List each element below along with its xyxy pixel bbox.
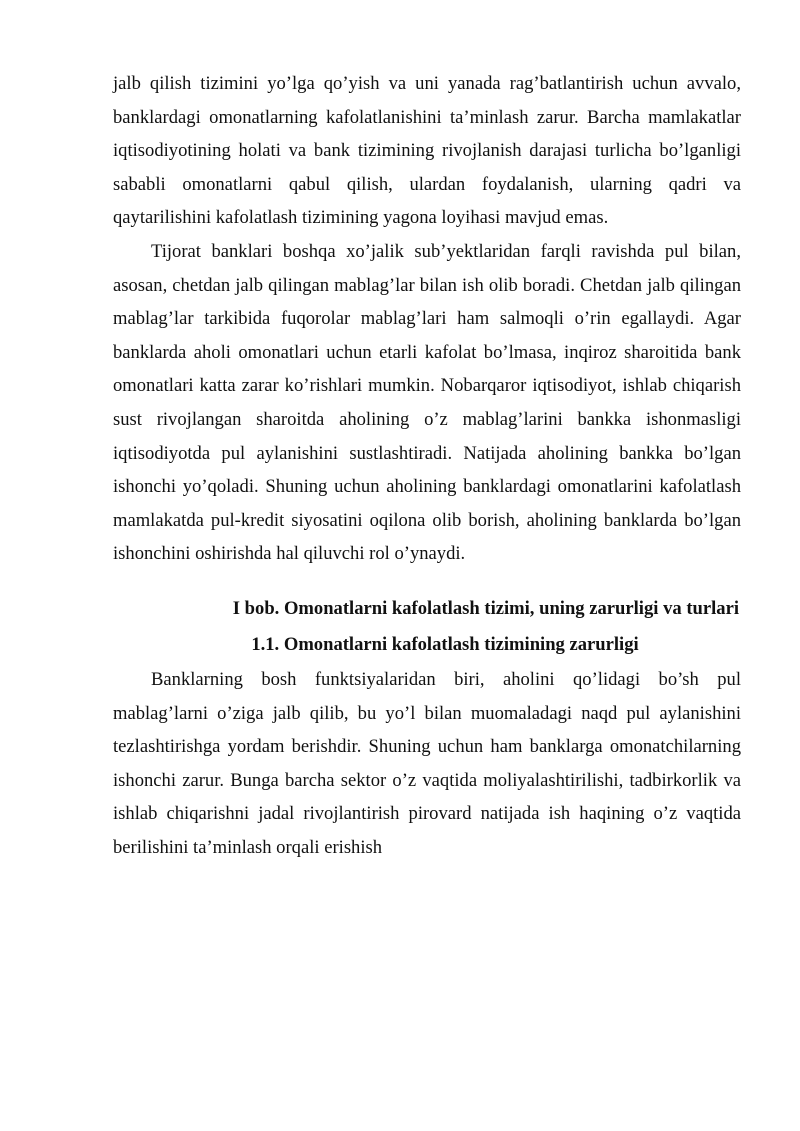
document-page <box>113 67 741 865</box>
chapter-title: I bob. Omonatlarni kafolatlash tizimi, uning zarurligi va turlari <box>232 597 739 619</box>
paragraph-bank-functions: Banklarning bosh funktsiyalaridan biri, aholini qo’lidagi bo’sh pul mablag’larni o’ziga jalb qilib, bu yo’l bilan muomaladagi naqd pul aylanishini tezlashtirishga yordam berishdir. Shuning uchun ham banklarga omonatchilarning ishonchi zarur. Bunga barcha sektor o’z vaqtida moliyalashtirilishi, tadbirkorlik va ishlab chiqarishni jadal rivojlantirish pirovard natijada ish haqining o’z vaqtida berilishini ta’minlash orqali erishish <box>113 669 741 859</box>
paragraph-commercial-banks: Tijorat banklari boshqa xo’jalik sub’yektlaridan farqli ravishda pul bilan, asosan, chetdan jalb qilingan mablag’lar bilan ish olib boradi. Chetdan jalb qilingan mablag’lar tarkibida fuqorolar mablag’lari ham salmoqli o’rin egallaydi. Agar banklarda aholi omonatlari uchun etarli kafolat bo’lmasa, inqiroz sharoitida bank omonatlari katta zarar ko’rishlari mumkin. Nobarqaror iqtisodiyot, ishlab chiqarish sust rivojlangan sharoitda aholining o’z mablag’larini bankka ishonmasligi iqtisodiyotda pul aylanishini sustlashtiradi. Natijada aholining bankka bo’lgan ishonchi yo’qoladi. Shuning uchun aholining banklardagi omonatlarini kafolatlash mamlakatda pul-kredit siyosatini oqilona olib borish, aholining banklarda bo’lgan ishonchini oshirishda hal qiluvchi rol o’ynaydi. <box>113 240 741 565</box>
paragraph-continuation: jalb qilish tizimini yo’lga qo’yish va uni yanada rag’batlantirish uchun avvalo, banklardagi omonatlarning kafolatlanishini ta’minlash zarur. Barcha mamlakatlar iqtisodiyotining holati va bank tizimining rivojlanish darajasi turlicha bo’lganligi sababli omonatlarni qabul qilish, ulardan foydalanish, ularning qadri va qaytarilishini kafolatlash tizimining yagona loyihasi mavjud emas. <box>113 73 741 229</box>
section-title: 1.1. Omonatlarni kafolatlash tizimining zarurligi <box>251 633 639 655</box>
